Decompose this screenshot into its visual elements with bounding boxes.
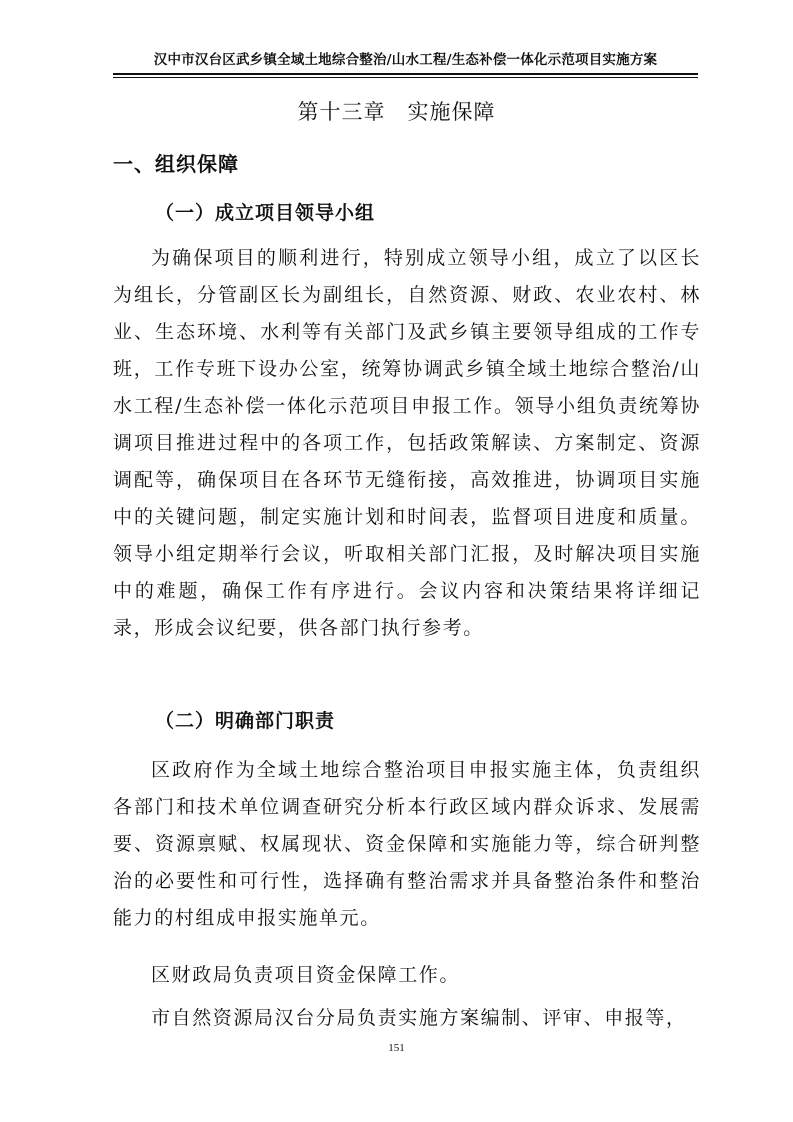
subsection-heading-department-duties: （二）明确部门职责 [155, 710, 336, 732]
header-rule-thin [113, 77, 698, 78]
paragraph-district-government: 区政府作为全域土地综合整治项目申报实施主体，负责组织各部门和技术单位调查研究分析本行政区域内群众诉求、发展需要、资源禀赋、权属现状、资金保障和实施能力等，综合研判整治的必要性和可行性，选择确有整治需求并具备整治条件和整治能力的村组成申报实施单元。 [113, 759, 701, 929]
subsection-heading-leadership-group: （一）成立项目领导小组 [155, 202, 376, 224]
paragraph-natural-resources-bureau: 市自然资源局汉台分局负责实施方案编制、评审、申报等， [151, 1007, 687, 1029]
page-number: 151 [388, 1042, 405, 1054]
header-rule [113, 73, 698, 75]
paragraph-leadership-group: 为确保项目的顺利进行，特别成立领导小组，成立了以区长为组长，分管副区长为副组长，自然资源、财政、农业农村、林业、生态环境、水利等有关部门及武乡镇主要领导组成的工作专班，工作专班下设办公室，统筹协调武乡镇全域土地综合整治/山水工程/生态补偿一体化示范项目申报工作。领导小组负责统筹协调项目推进过程中的各项工作，包括政策解读、方案制定、资源调配等，确保项目在各环节无缝衔接，高效推进，协调项目实施中的关键问题，制定实施计划和时间表，监督项目进度和质量。领导小组定期举行会议，听取相关部门汇报，及时解决项目实施中的难题，确保工作有序进行。会议内容和决策结果将详细记录，形成会议纪要，供各部门执行参考。 [113, 247, 701, 639]
section-heading-organization: 一、组织保障 [113, 152, 239, 176]
chapter-title: 第十三章 实施保障 [297, 100, 496, 124]
paragraph-finance-bureau: 区财政局负责项目资金保障工作。 [151, 964, 461, 986]
running-header: 汉中市汉台区武乡镇全域土地综合整治/山水工程/生态补偿一体化示范项目实施方案 [153, 52, 658, 68]
